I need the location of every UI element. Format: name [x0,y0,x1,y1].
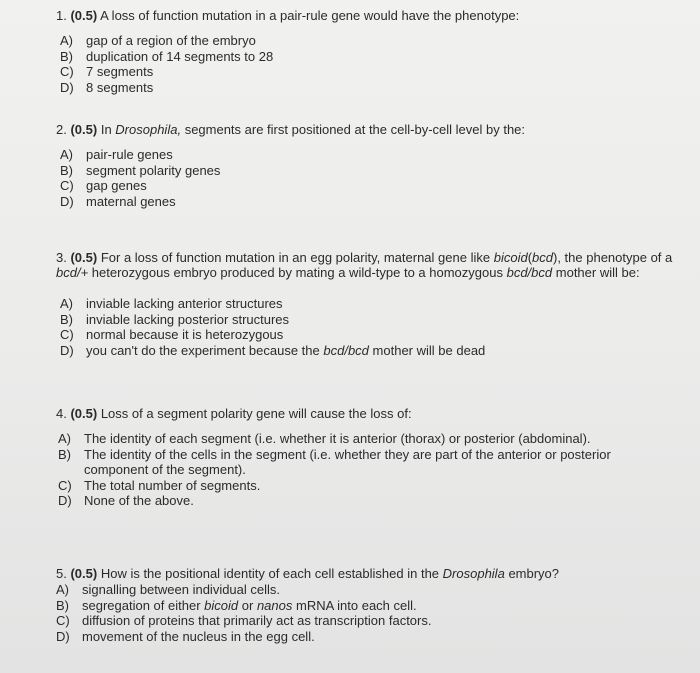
option-b: B) The identity of the cells in the segment (i.e. whether they are part of the anterior or posterior component of the segment). [58,446,611,477]
gene-name: bicoid [493,250,528,265]
question-points: (0.5) [70,250,98,265]
option-a: A) signalling between individual cells. [56,582,281,597]
question-number: 3. [56,250,67,265]
question-text: ), the phenotype of a [553,250,673,265]
question-text: ( [527,250,533,265]
question-text: How is the positional identity of each cell established in the [100,566,440,581]
option-c: C) normal because it is heterozygous [60,327,284,342]
option-d: D) maternal genes [60,193,176,209]
option-d: D) None of the above. [58,493,194,508]
question-5 [56,566,676,644]
option-b: B) segregation of either bicoid or nanos mRNA into each cell. [56,597,417,613]
question-number: 5. [56,566,67,581]
option-b: B) segment polarity genes [60,162,221,178]
option-c: C) diffusion of proteins that primarily act as transcription factors. [56,613,432,628]
question-2 [56,122,676,209]
question-2-stem [56,122,676,137]
question-number: 4. [56,406,67,421]
question-points: (0.5) [70,8,98,23]
question-5-options [56,582,676,644]
question-number: 1. [56,8,67,23]
option-b: B) inviable lacking posterior structures [60,311,290,327]
option-c: C) 7 segments [60,64,154,79]
option-b: B) duplication of 14 segments to 28 [60,48,274,64]
option-c: C) gap genes [60,178,147,193]
organism-name: Drosophila, [115,122,182,137]
question-number: 2. [56,122,67,137]
option-a: A) inviable lacking anterior structures [60,296,283,311]
gene-abbrev: bcd [532,250,553,265]
option-a: A) gap of a region of the embryo [60,33,256,48]
option-d: D) 8 segments [60,79,154,95]
genotype: bcd/bcd [506,265,553,280]
question-text: A loss of function mutation in a pair-rule gene would have the phenotype: [100,8,520,23]
question-4-stem [56,406,676,421]
question-2-options [60,147,676,209]
question-1-stem [56,8,676,23]
option-d: D) movement of the nucleus in the egg cell. [56,628,315,644]
option-d: D) you can't do the experiment because the bcd/bcd mother will be dead [60,342,486,358]
genotype: bcd/+ [56,265,89,280]
question-points: (0.5) [70,406,98,421]
question-4 [56,406,676,509]
organism-name: Drosophila [442,566,505,581]
question-1-options [60,33,676,95]
question-points: (0.5) [70,566,98,581]
question-text: Loss of a segment polarity gene will cause the loss of: [100,406,412,421]
question-text: segments are first positioned at the cell-by-cell level by the: [184,122,526,137]
question-4-options [58,431,676,509]
option-c: C) The total number of segments. [58,477,261,493]
question-3-stem [56,250,676,280]
question-text: mother will be: [555,265,640,280]
question-text: heterozygous embryo produced by mating a wild-type to a homozygous [91,265,503,280]
option-a: A) pair-rule genes [60,147,173,162]
option-a: A) The identity of each segment (i.e. whether it is anterior (thorax) or posterior (abdominal). [58,431,591,446]
question-text: For a loss of function mutation in an egg polarity, maternal gene like [100,250,491,265]
question-points: (0.5) [70,122,98,137]
question-3 [56,250,676,358]
question-5-stem [56,566,676,581]
question-1 [56,8,676,95]
question-3-options [60,296,676,358]
question-text: embryo? [508,566,560,581]
question-text: In [100,122,112,137]
